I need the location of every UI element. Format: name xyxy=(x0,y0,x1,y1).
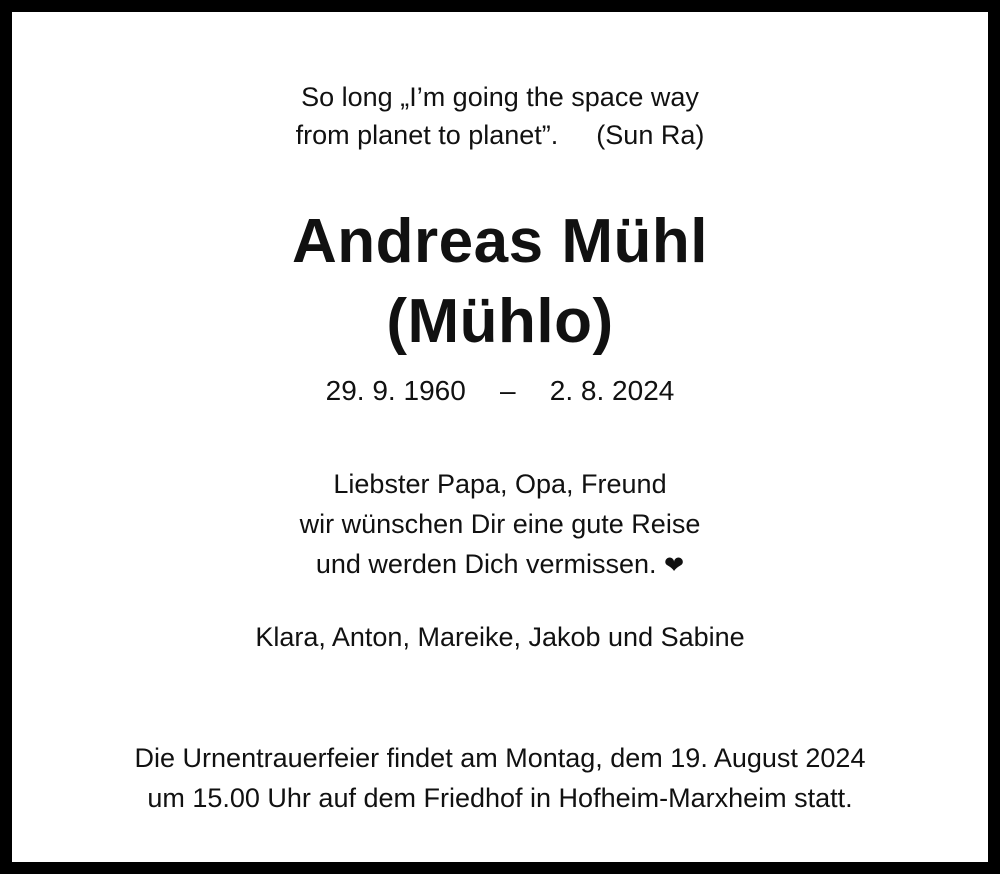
service-line-1: Die Urnentrauerfeier findet am Montag, dem 19. August 2024 xyxy=(134,743,866,773)
mourners-list: Klara, Anton, Mareike, Jakob und Sabine xyxy=(255,622,745,652)
death-date: 2. 8. 2024 xyxy=(549,375,675,406)
name-line-1: Andreas Mühl xyxy=(292,207,708,276)
birth-date: 29. 9. 1960 xyxy=(325,375,466,406)
funeral-service-info xyxy=(12,738,988,818)
date-separator: – xyxy=(499,375,516,406)
message-line-1: Liebster Papa, Opa, Freund xyxy=(333,469,667,499)
quote-line-1: So long „I’m going the space way xyxy=(301,82,699,112)
service-line-2: um 15.00 Uhr auf dem Friedhof in Hofheim-Marxheim statt. xyxy=(147,783,853,813)
message-line-2: wir wünschen Dir eine gute Reise xyxy=(299,509,701,539)
obituary-notice xyxy=(12,12,988,862)
quote-line-2 xyxy=(12,116,988,154)
life-dates xyxy=(12,372,988,410)
quote-line-2-text: from planet to planet”. xyxy=(295,120,559,150)
quote-attribution: (Sun Ra) xyxy=(596,120,705,150)
deceased-name xyxy=(12,202,988,362)
message-line-3 xyxy=(12,544,988,586)
epigraph-quote xyxy=(12,78,988,154)
message-line-3-text: und werden Dich vermissen. xyxy=(315,549,657,579)
name-line-2: (Mühlo) xyxy=(386,287,614,356)
heart-icon: ❤ xyxy=(664,552,685,579)
farewell-message xyxy=(12,464,988,586)
